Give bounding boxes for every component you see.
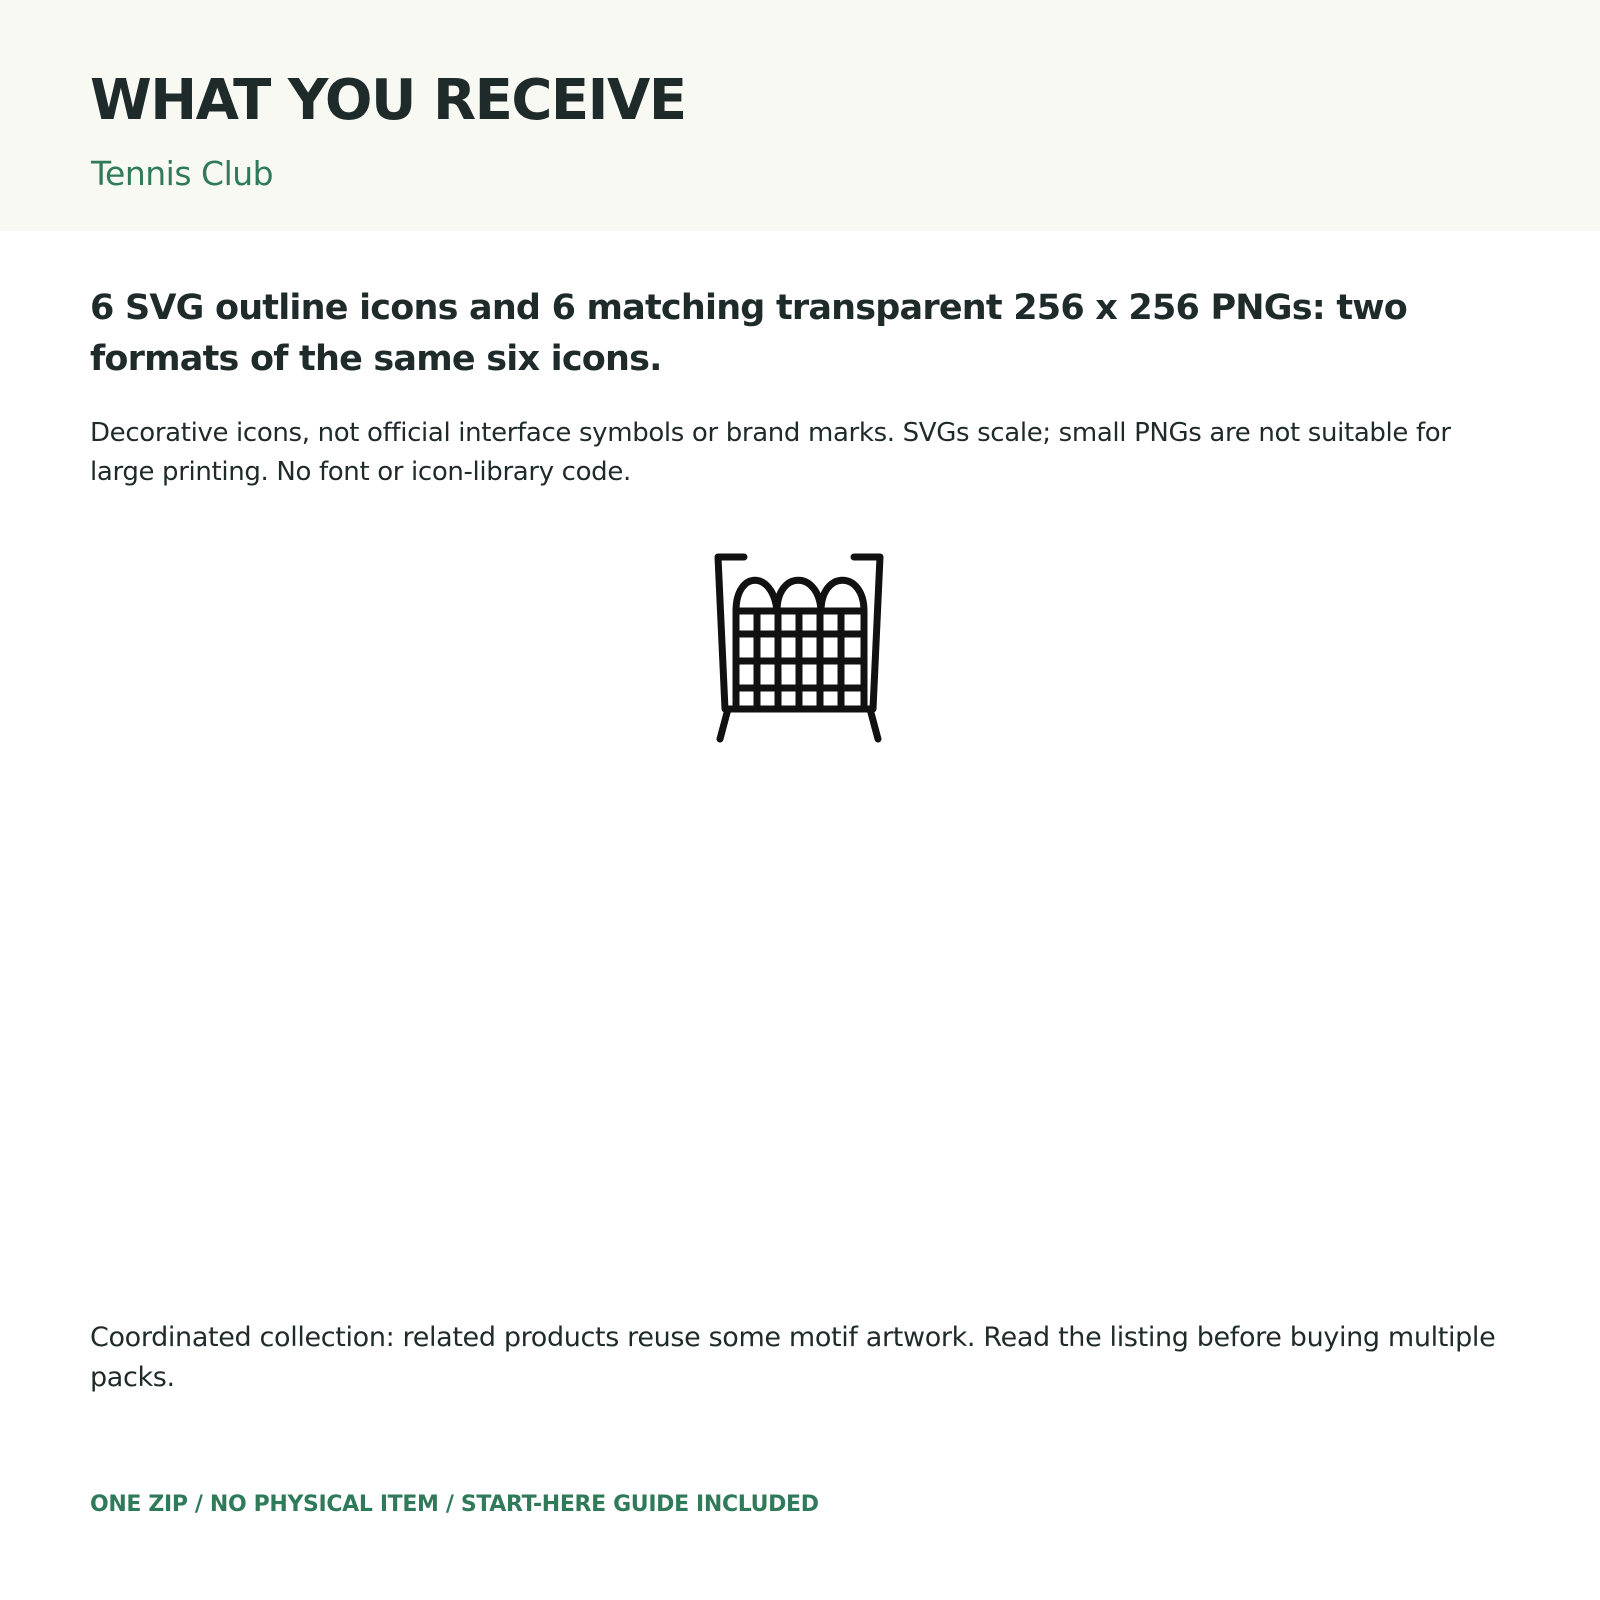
collection-note: Coordinated collection: related products reuse some motif artwork. Read the listing before buying multiple packs. xyxy=(90,1322,1496,1393)
collection-subtitle: Tennis Club xyxy=(91,154,274,193)
header-panel xyxy=(0,0,1600,231)
delivery-details: ONE ZIP / NO PHYSICAL ITEM / START-HERE GUIDE INCLUDED xyxy=(90,1492,819,1517)
tennis-ball-basket-icon xyxy=(708,549,892,753)
usage-note: Decorative icons, not official interface symbols or brand marks. SVGs scale; small PNGs are not suitable for large printing. No font or icon-library code. xyxy=(90,418,1451,487)
package-contents-lead: 6 SVG outline icons and 6 matching transparent 256 x 256 PNGs: two formats of the same six icons. xyxy=(90,288,1408,379)
page-title: WHAT YOU RECEIVE xyxy=(90,68,686,133)
